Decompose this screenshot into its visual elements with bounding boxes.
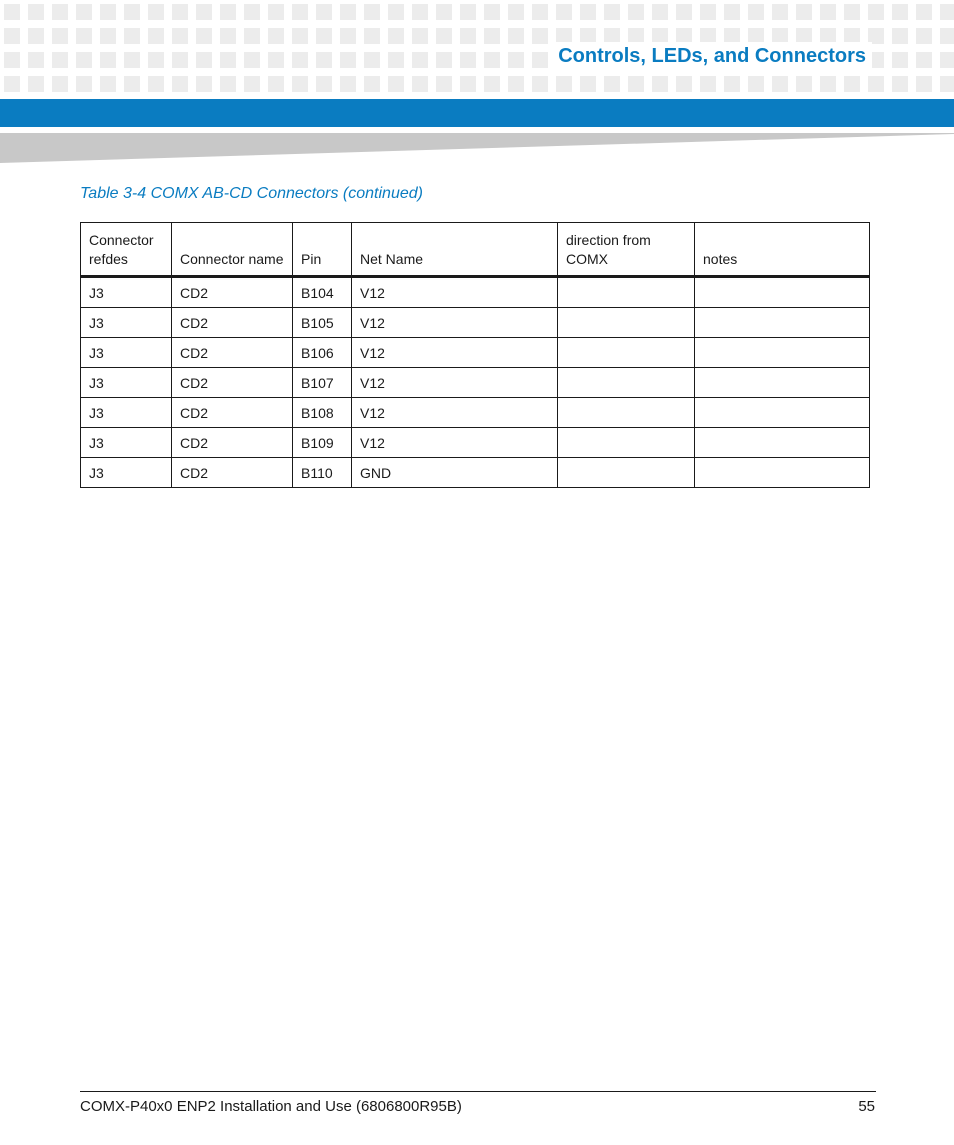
footer-page-number: 55 (858, 1098, 875, 1115)
cell-direction (558, 368, 695, 398)
cell-net-name: V12 (352, 428, 558, 458)
table-row (81, 338, 870, 368)
column-header-connector-name: Connector name (172, 223, 293, 277)
cell-net-name: V12 (352, 368, 558, 398)
table-row (81, 398, 870, 428)
cell-refdes: J3 (81, 368, 172, 398)
header-gray-wedge (0, 133, 954, 163)
cell-net-name: V12 (352, 338, 558, 368)
cell-direction (558, 277, 695, 308)
cell-refdes: J3 (81, 338, 172, 368)
cell-refdes: J3 (81, 458, 172, 488)
cell-connector-name: CD2 (172, 308, 293, 338)
column-header-direction: direction from COMX (558, 223, 695, 277)
table-row (81, 428, 870, 458)
cell-notes (695, 277, 870, 308)
cell-connector-name: CD2 (172, 338, 293, 368)
cell-connector-name: CD2 (172, 428, 293, 458)
cell-refdes: J3 (81, 277, 172, 308)
cell-notes (695, 338, 870, 368)
cell-net-name: V12 (352, 398, 558, 428)
column-header-net-name: Net Name (352, 223, 558, 277)
cell-pin: B104 (293, 277, 352, 308)
cell-notes (695, 398, 870, 428)
column-header-refdes: Connector refdes (81, 223, 172, 277)
cell-refdes: J3 (81, 398, 172, 428)
cell-direction (558, 338, 695, 368)
column-header-notes: notes (695, 223, 870, 277)
cell-connector-name: CD2 (172, 398, 293, 428)
section-title: Controls, LEDs, and Connectors (552, 42, 872, 70)
footer-document-title: COMX-P40x0 ENP2 Installation and Use (6806800R95B) (80, 1098, 462, 1115)
cell-notes (695, 428, 870, 458)
footer-divider (80, 1091, 876, 1092)
table-row (81, 277, 870, 308)
cell-net-name: GND (352, 458, 558, 488)
header-blue-bar (0, 99, 954, 127)
table-caption: Table 3-4 COMX AB-CD Connectors (continued) (80, 185, 423, 202)
table-row (81, 368, 870, 398)
table-row (81, 458, 870, 488)
cell-connector-name: CD2 (172, 277, 293, 308)
cell-pin: B107 (293, 368, 352, 398)
cell-connector-name: CD2 (172, 458, 293, 488)
cell-pin: B106 (293, 338, 352, 368)
cell-net-name: V12 (352, 277, 558, 308)
cell-pin: B110 (293, 458, 352, 488)
cell-notes (695, 368, 870, 398)
cell-connector-name: CD2 (172, 368, 293, 398)
cell-pin: B105 (293, 308, 352, 338)
table-header-row (81, 223, 870, 277)
cell-pin: B109 (293, 428, 352, 458)
cell-direction (558, 428, 695, 458)
cell-notes (695, 308, 870, 338)
cell-refdes: J3 (81, 428, 172, 458)
cell-net-name: V12 (352, 308, 558, 338)
connectors-table (80, 222, 870, 488)
cell-notes (695, 458, 870, 488)
cell-direction (558, 308, 695, 338)
table-row (81, 308, 870, 338)
cell-pin: B108 (293, 398, 352, 428)
cell-direction (558, 458, 695, 488)
column-header-pin: Pin (293, 223, 352, 277)
cell-direction (558, 398, 695, 428)
cell-refdes: J3 (81, 308, 172, 338)
